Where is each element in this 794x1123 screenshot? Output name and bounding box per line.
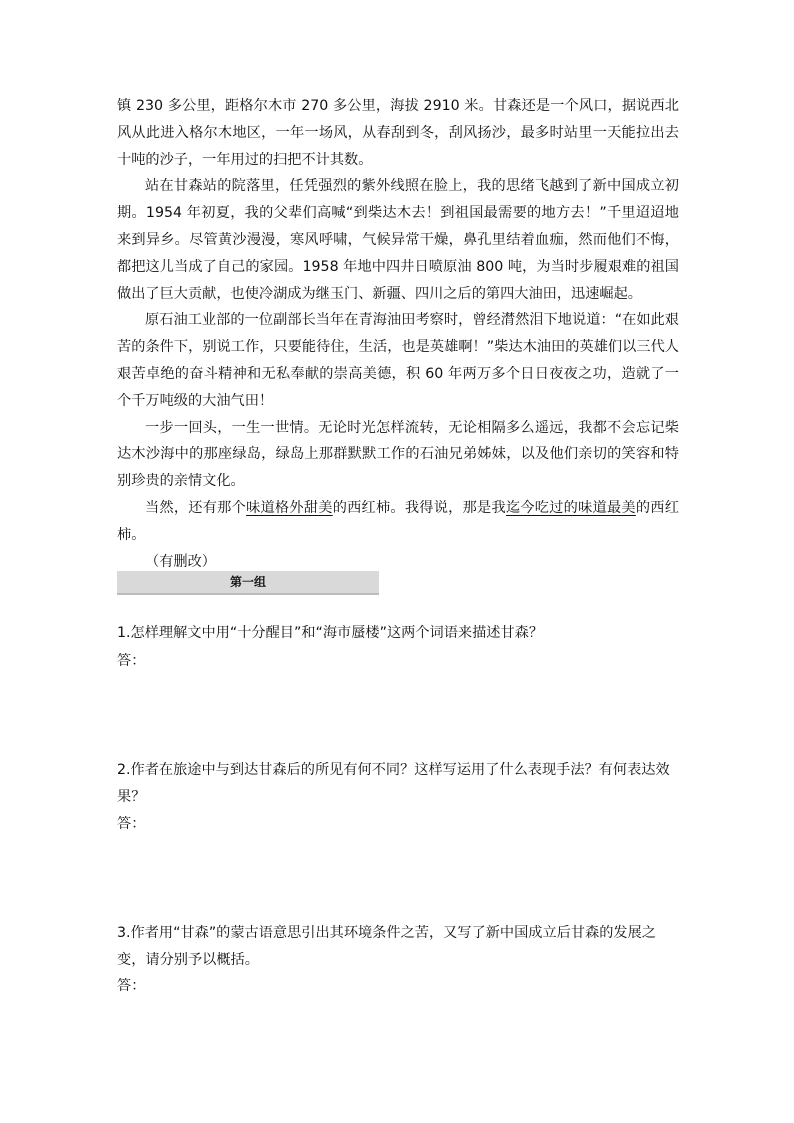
paragraph-2: 站在甘森站的院落里，任凭强烈的紫外线照在脸上，我的思绪飞越到了新中国成立初期。1954 年初夏，我的父辈们高喊“到柴达木去！到祖国最需要的地方去！”千里迢迢地来到异乡。尽管黄沙漫漫，寒风呼啸，气候异常干燥，鼻孔里结着血痂，然而他们不悔，都把这儿当成了自己的家园。1958 年地中四井日喷原油 800 吨，为当时步履艰难的祖国做出了巨大贡献，也使冷湖成为继玉门、新疆、四川之后的第四大油田，迅速崛起。 <box>117 178 679 302</box>
paragraph-5 <box>117 495 679 549</box>
paragraph-1: 镇 230 多公里，距格尔木市 270 多公里，海拔 2910 米。甘森还是一个风口，据说西北风从此进入格尔木地区，一年一场风，从春刮到冬，刮风扬沙，最多时站里一天能拉出去十吨的沙子，一年用过的扫把不计其数。 <box>117 98 679 168</box>
paragraph-5-text-b: 的西红柿。我得说，那是我 <box>332 499 506 516</box>
answer-label-1: 答： <box>117 653 146 669</box>
question-3: 3.作者用“甘森”的蒙古语意思引出其环境条件之苦，又写了新中国成立后甘森的发展之变，请分别予以概括。 <box>117 925 656 968</box>
answer-label-2: 答： <box>117 816 146 832</box>
paragraph-3: 原石油工业部的一位副部长当年在青海油田考察时，曾经潸然泪下地说道：“在如此艰苦的条件下，别说工作，只要能待住，生活，也是英雄啊！”柴达木油田的英雄们以三代人艰苦卓绝的奋斗精神和无私奉献的崇高美德，积 60 年两万多个日日夜夜之功，造就了一个千万吨级的大油气田！ <box>117 312 679 409</box>
underlined-phrase-1: 味道格外甜美 <box>246 499 333 516</box>
paragraph-5-text-c: 的西红柿。 <box>117 499 679 543</box>
answer-label-3: 答： <box>117 978 146 994</box>
group-header <box>117 571 379 595</box>
paragraph-4: 一步一回头，一生一世情。无论时光怎样流转，无论相隔多么遥远，我都不会忘记柴达木沙海中的那座绿岛，绿岛上那群默默工作的石油兄弟姊妹，以及他们亲切的笑容和特别珍贵的亲情文化。 <box>117 419 679 490</box>
passage-body <box>117 93 679 575</box>
group-label: 第一组 <box>229 575 266 589</box>
edit-note: （有删改） <box>145 553 216 570</box>
paragraph-5-text-a: 当然，还有那个 <box>145 499 247 516</box>
underlined-phrase-2: 迄今吃过的味道最美 <box>505 499 636 516</box>
question-1: 1.怎样理解文中用“十分醒目”和“海市蜃楼”这两个词语来描述甘森？ <box>117 625 544 641</box>
question-2: 2.作者在旅途中与到达甘森后的所见有何不同？这样写运用了什么表现手法？有何表达效果？ <box>117 762 670 805</box>
